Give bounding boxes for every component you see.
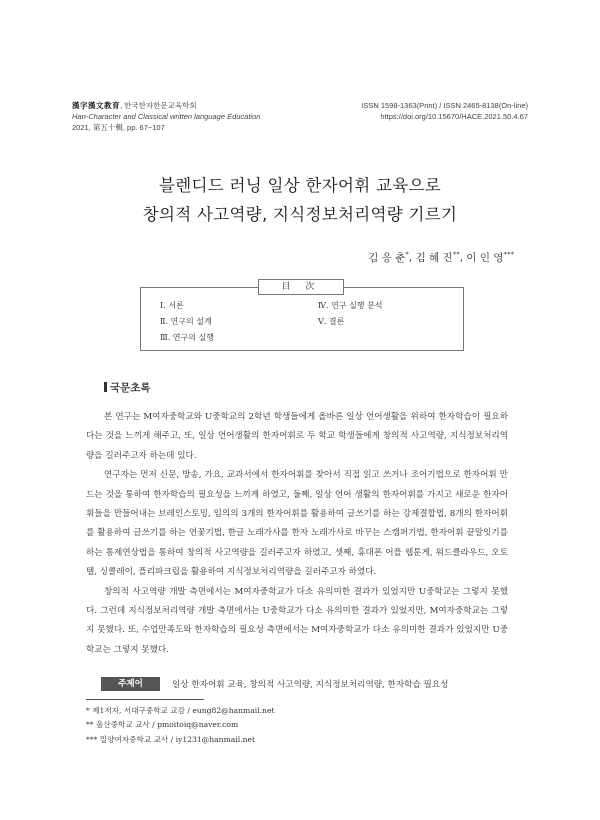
author-separator: ,: [459, 252, 467, 264]
toc-item-implementation: Ⅲ. 연구의 실행: [160, 333, 214, 342]
heading-bar: [104, 382, 107, 392]
publication-identifiers: [361, 100, 528, 122]
abstract-heading: [104, 380, 151, 395]
author-1-mark: *: [405, 250, 409, 259]
keywords-text: 일상 한자어휘 교육, 창의적 사고역량, 지식정보처리역량, 한자학습 필요성: [172, 680, 449, 690]
footnote-1: * 제1저자, 서대구중학교 교감 / eung82@hanmail.net: [86, 706, 275, 715]
footnotes: [86, 704, 275, 747]
journal-name-en: Han-Character and Classical written language Education: [72, 112, 261, 121]
issue-info: 2021, 第五十輯, pp. 67~107: [72, 123, 165, 132]
author-3: 이 인 영: [466, 252, 504, 264]
footnote-3: *** 밀양여자중학교 교사 / iy1231@hanmail.net: [86, 734, 256, 744]
author-separator: ,: [408, 252, 416, 264]
issn: ISSN 1598-1363(Print) / ISSN 2465-8138(On-line): [361, 101, 528, 110]
journal-title-line: 漢字漢文教育, 한국한자한문교육학회: [72, 101, 197, 110]
paper-title: [0, 171, 600, 229]
footnote-divider: [86, 699, 204, 700]
abstract-paragraph-3: 창의적 사고역량 개발 측면에서는 M여자중학교가 다소 유의미한 결과가 있었지만 U중학교는 그렇지 못했다. 그런데 지식정보처리역량 개발 측면에서는 U중학교가 다소 유의미한 결과가 있었지만, M여자중학교는 그렇지 못했다. 또, 수업만족도와 한자학습의 필요성 측면에서는 M여자중학교가 다소 유의미한 결과가 있었지만 U중학교는 그렇지 못했다.: [86, 586, 508, 655]
doi-link[interactable]: https://doi.org/10.15670/HACE.2021.50.4.67: [380, 112, 528, 121]
journal-name-kr: 한국한자한문교육학회: [124, 101, 197, 110]
abstract-paragraph-2: 연구자는 먼저 신문, 방송, 가요, 교과서에서 한자어휘를 찾아서 직접 읽고 쓰거나 조어기법으로 한자어휘 만드는 것을 통하여 한자학습의 필요성을 느끼게 하였고, 둘째, 일상 언어 생활의 한자어휘를 가지고 새로운 한자어휘들을 만들어내는 브레인스토밍, 임의의 3개의 한자어휘를 활용하여 글쓰기를 하는 강제결합법, 8개의 한자어휘를 활용하여 글쓰기를 하는 연꽃기법, 한글 노래가사를 한자 노래가사로 바꾸는 스캠퍼기법, 한자어휘 끝말잇기를 하는 통제연상법을 통하여 창의적 사고역량을 길러주고자 하였고, 셋째, 휴대폰 어플 웹툰게, 워드클라우드, 오토텔, 싱클레이, 플리파크립을 활용하여 지식정보처리역량을 길러주고자 하였다.: [86, 470, 508, 578]
footnote-2: ** 울산중학교 교사 / pmoitoiq@naver.com: [86, 720, 239, 730]
author-2: 김 혜 진: [415, 252, 453, 264]
abstract-paragraph-1: 본 연구는 M여자중학교와 U중학교의 2학년 학생들에게 올바른 일상 언어생활을 위하여 한자학습이 필요하다는 것을 느끼게 해주고, 또, 일상 언어생활의 한자어휘로 두 학교 학생들에게 창의적 사고역량, 지식정보처리역량을 길러주고자 하는데 있다.: [86, 412, 508, 461]
journal-header: [72, 100, 260, 133]
title-line-1: 블렌디드 러닝 일상 한자어휘 교육으로: [158, 176, 441, 195]
toc-item-analysis: Ⅳ. 연구 실행 분석: [318, 301, 383, 310]
title-line-2: 창의적 사고역량, 지식정보처리역량 기르기: [142, 205, 458, 224]
author-2-mark: **: [452, 250, 460, 259]
toc-item-design: Ⅱ. 연구의 설계: [160, 317, 212, 326]
toc-item-intro: Ⅰ. 서론: [160, 301, 184, 310]
author-list: [368, 250, 514, 265]
toc-title: 目 次: [258, 279, 344, 295]
author-3-mark: ***: [503, 250, 514, 259]
author-1: 김 응 춘: [368, 252, 406, 264]
abstract-heading-label: 국문초록: [110, 382, 151, 394]
toc-item-conclusion: Ⅴ. 결론: [318, 317, 345, 326]
journal-logo: 漢字漢文教育: [72, 101, 120, 110]
keywords-label: 주제어: [101, 677, 160, 691]
abstract-body: [86, 408, 508, 660]
